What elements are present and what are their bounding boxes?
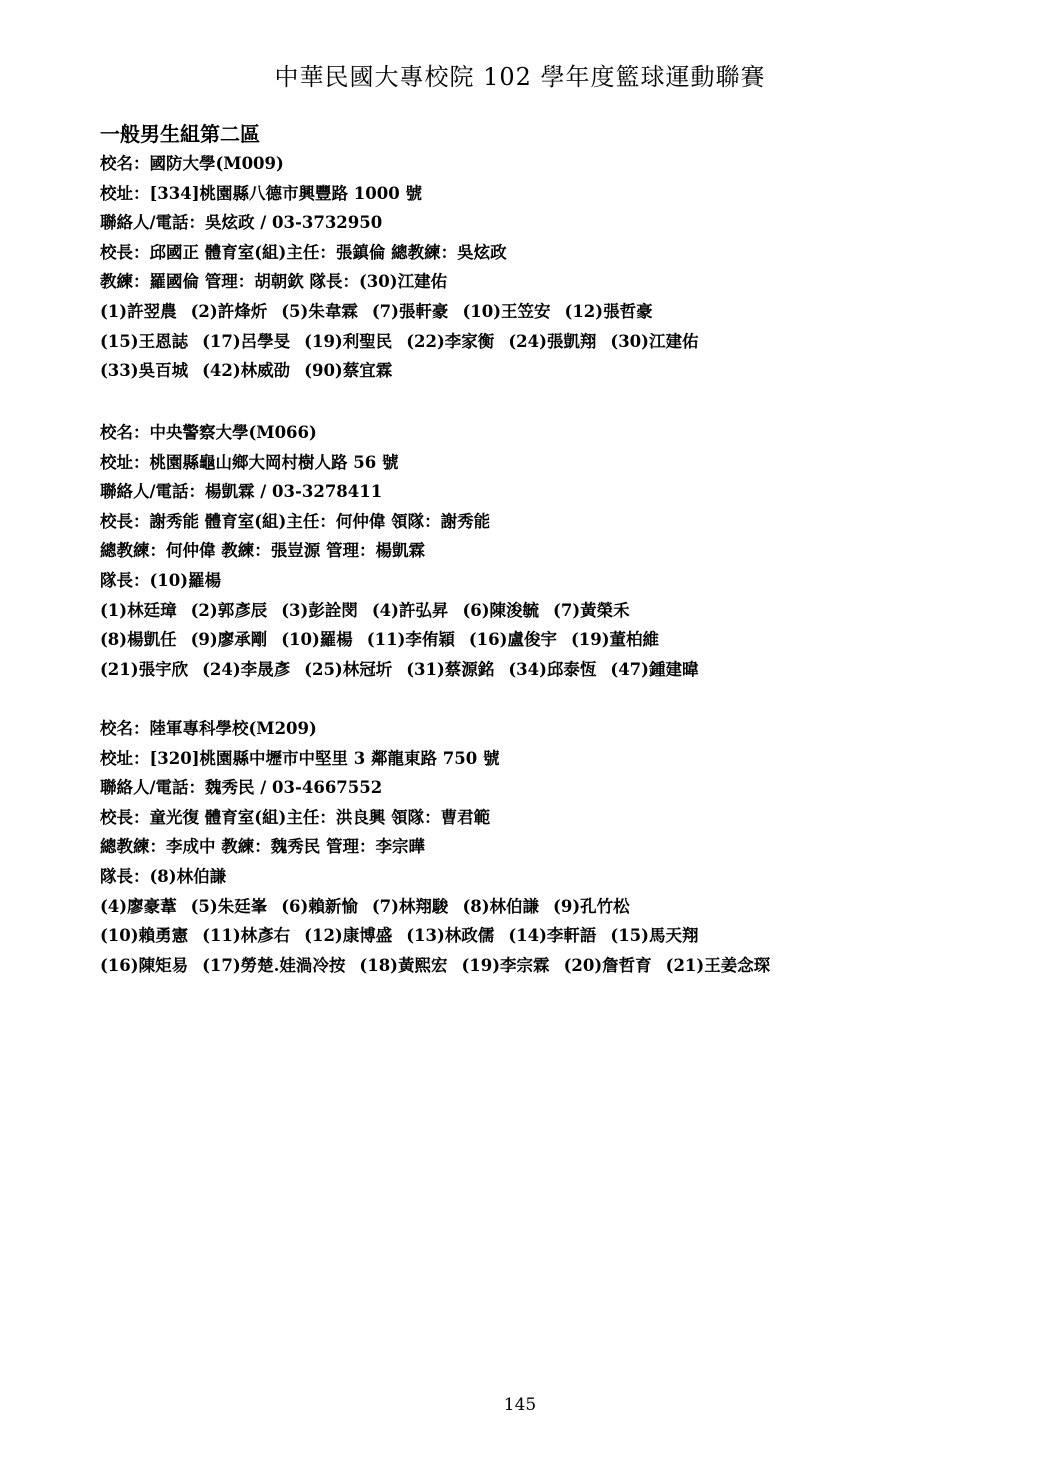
section-heading: 一般男生組第二區 [100, 122, 260, 146]
player: (30)江建佑 [610, 331, 699, 351]
staff-line: 教練：羅國倫 管理：胡朝欽 隊長：(30)江建佑 [100, 272, 448, 292]
player: (2)郭彥辰 [190, 600, 268, 620]
player: (21)王姜念琛 [665, 955, 771, 975]
school-block [100, 149, 1000, 386]
staff-line: 校長：邱國正 體育室(組)主任：張鎮倫 總教練：吳炫政 [100, 242, 507, 262]
player: (5)朱韋霖 [281, 301, 358, 321]
player: (47)鍾建暐 [610, 659, 699, 679]
player: (21)張宇欣 [100, 659, 189, 679]
page-number: 145 [503, 1395, 537, 1415]
player: (16)盧俊宇 [468, 630, 557, 650]
school-name: 校名：中央警察大學(M066) [100, 423, 317, 442]
player: (14)李軒語 [508, 926, 597, 946]
player: (16)陳矩易 [100, 955, 189, 975]
school-name: 校名：陸軍專科學校(M209) [100, 719, 317, 738]
player-row [100, 951, 1000, 981]
player: (2)許烽炘 [190, 301, 268, 321]
staff-line: 總教練：李成中 教練：魏秀民 管理：李宗曄 [100, 837, 425, 857]
player-row [100, 921, 1000, 951]
player: (20)詹哲育 [563, 955, 652, 975]
player: (33)吳百城 [100, 361, 189, 381]
staff-line: 隊長：(10)羅楊 [100, 570, 222, 590]
school-address: 校址：桃園縣龜山鄉大岡村樹人路 56 號 [100, 452, 399, 472]
staff-line: 校長：童光復 體育室(組)主任：洪良興 領隊：曹君範 [100, 807, 491, 827]
player: (34)邱泰恆 [508, 659, 597, 679]
player-row [100, 327, 1000, 357]
player: (22)李家衡 [406, 331, 495, 351]
player: (42)林威劭 [202, 361, 291, 381]
player-row [100, 297, 1000, 327]
player: (12)張哲豪 [564, 301, 653, 321]
player: (11)林彥右 [202, 926, 291, 946]
player: (12)康博盛 [304, 926, 393, 946]
page-title: 中華民國大專校院 102 學年度籃球運動聯賽 [274, 63, 766, 91]
staff-line: 隊長：(8)林伯謙 [100, 866, 227, 886]
player: (17)勞楚.娃渦冷按 [202, 955, 346, 975]
player: (7)張軒豪 [371, 301, 449, 321]
player: (24)李晟彥 [202, 659, 291, 679]
player: (24)張凱翔 [508, 331, 597, 351]
player-row [100, 356, 1000, 386]
player: (13)林政儒 [406, 926, 495, 946]
player: (90)蔡宜霖 [304, 361, 393, 381]
school-contact: 聯絡人/電話：吳炫政 / 03-3732950 [100, 213, 383, 233]
player-row [100, 655, 1000, 685]
player: (7)林翔駿 [371, 896, 449, 916]
school-name: 校名：國防大學(M009) [100, 154, 284, 173]
staff-line: 總教練：何仲偉 教練：張豈源 管理：楊凱霖 [100, 541, 425, 561]
school-block [100, 714, 1000, 980]
staff-line: 校長：謝秀能 體育室(組)主任：何仲偉 領隊：謝秀能 [100, 511, 491, 531]
player: (9)孔竹松 [553, 896, 630, 916]
player: (15)王恩誌 [100, 331, 189, 351]
player: (19)董柏維 [570, 630, 660, 650]
player: (25)林冠圻 [304, 659, 393, 679]
player: (31)蔡源銘 [406, 659, 495, 679]
player: (5)朱廷峯 [190, 896, 268, 916]
player: (1)許翌農 [100, 301, 177, 321]
player: (3)彭詮閔 [281, 600, 358, 620]
player: (19)利聖民 [304, 331, 393, 351]
player: (11)李侑穎 [366, 630, 455, 650]
player: (17)呂學旻 [202, 331, 291, 351]
player-row [100, 625, 1000, 655]
player: (18)黃熙宏 [359, 955, 448, 975]
player: (10)羅楊 [281, 630, 353, 650]
school-address: 校址：[320]桃園縣中壢市中堅里 3 鄰龍東路 750 號 [100, 748, 500, 768]
player: (15)馬天翔 [610, 926, 699, 946]
player: (6)陳浚毓 [462, 600, 540, 620]
player: (9)廖承剛 [190, 630, 268, 650]
player: (8)楊凱任 [100, 630, 177, 650]
player: (4)許弘昇 [371, 600, 449, 620]
player: (7)黃榮禾 [553, 600, 630, 620]
school-contact: 聯絡人/電話：楊凱霖 / 03-3278411 [100, 482, 383, 502]
player: (10)王笠安 [462, 301, 551, 321]
school-contact: 聯絡人/電話：魏秀民 / 03-4667552 [100, 778, 383, 798]
player: (19)李宗霖 [461, 955, 550, 975]
school-block [100, 418, 1000, 684]
player: (8)林伯謙 [462, 896, 540, 916]
player: (4)廖豪葦 [100, 896, 177, 916]
player-row [100, 892, 1000, 922]
player-row [100, 596, 1000, 626]
player: (6)賴新愉 [281, 896, 358, 916]
player: (1)林廷璋 [100, 600, 177, 620]
player: (10)賴勇憲 [100, 926, 189, 946]
school-address: 校址：[334]桃園縣八德市興豐路 1000 號 [100, 183, 422, 203]
